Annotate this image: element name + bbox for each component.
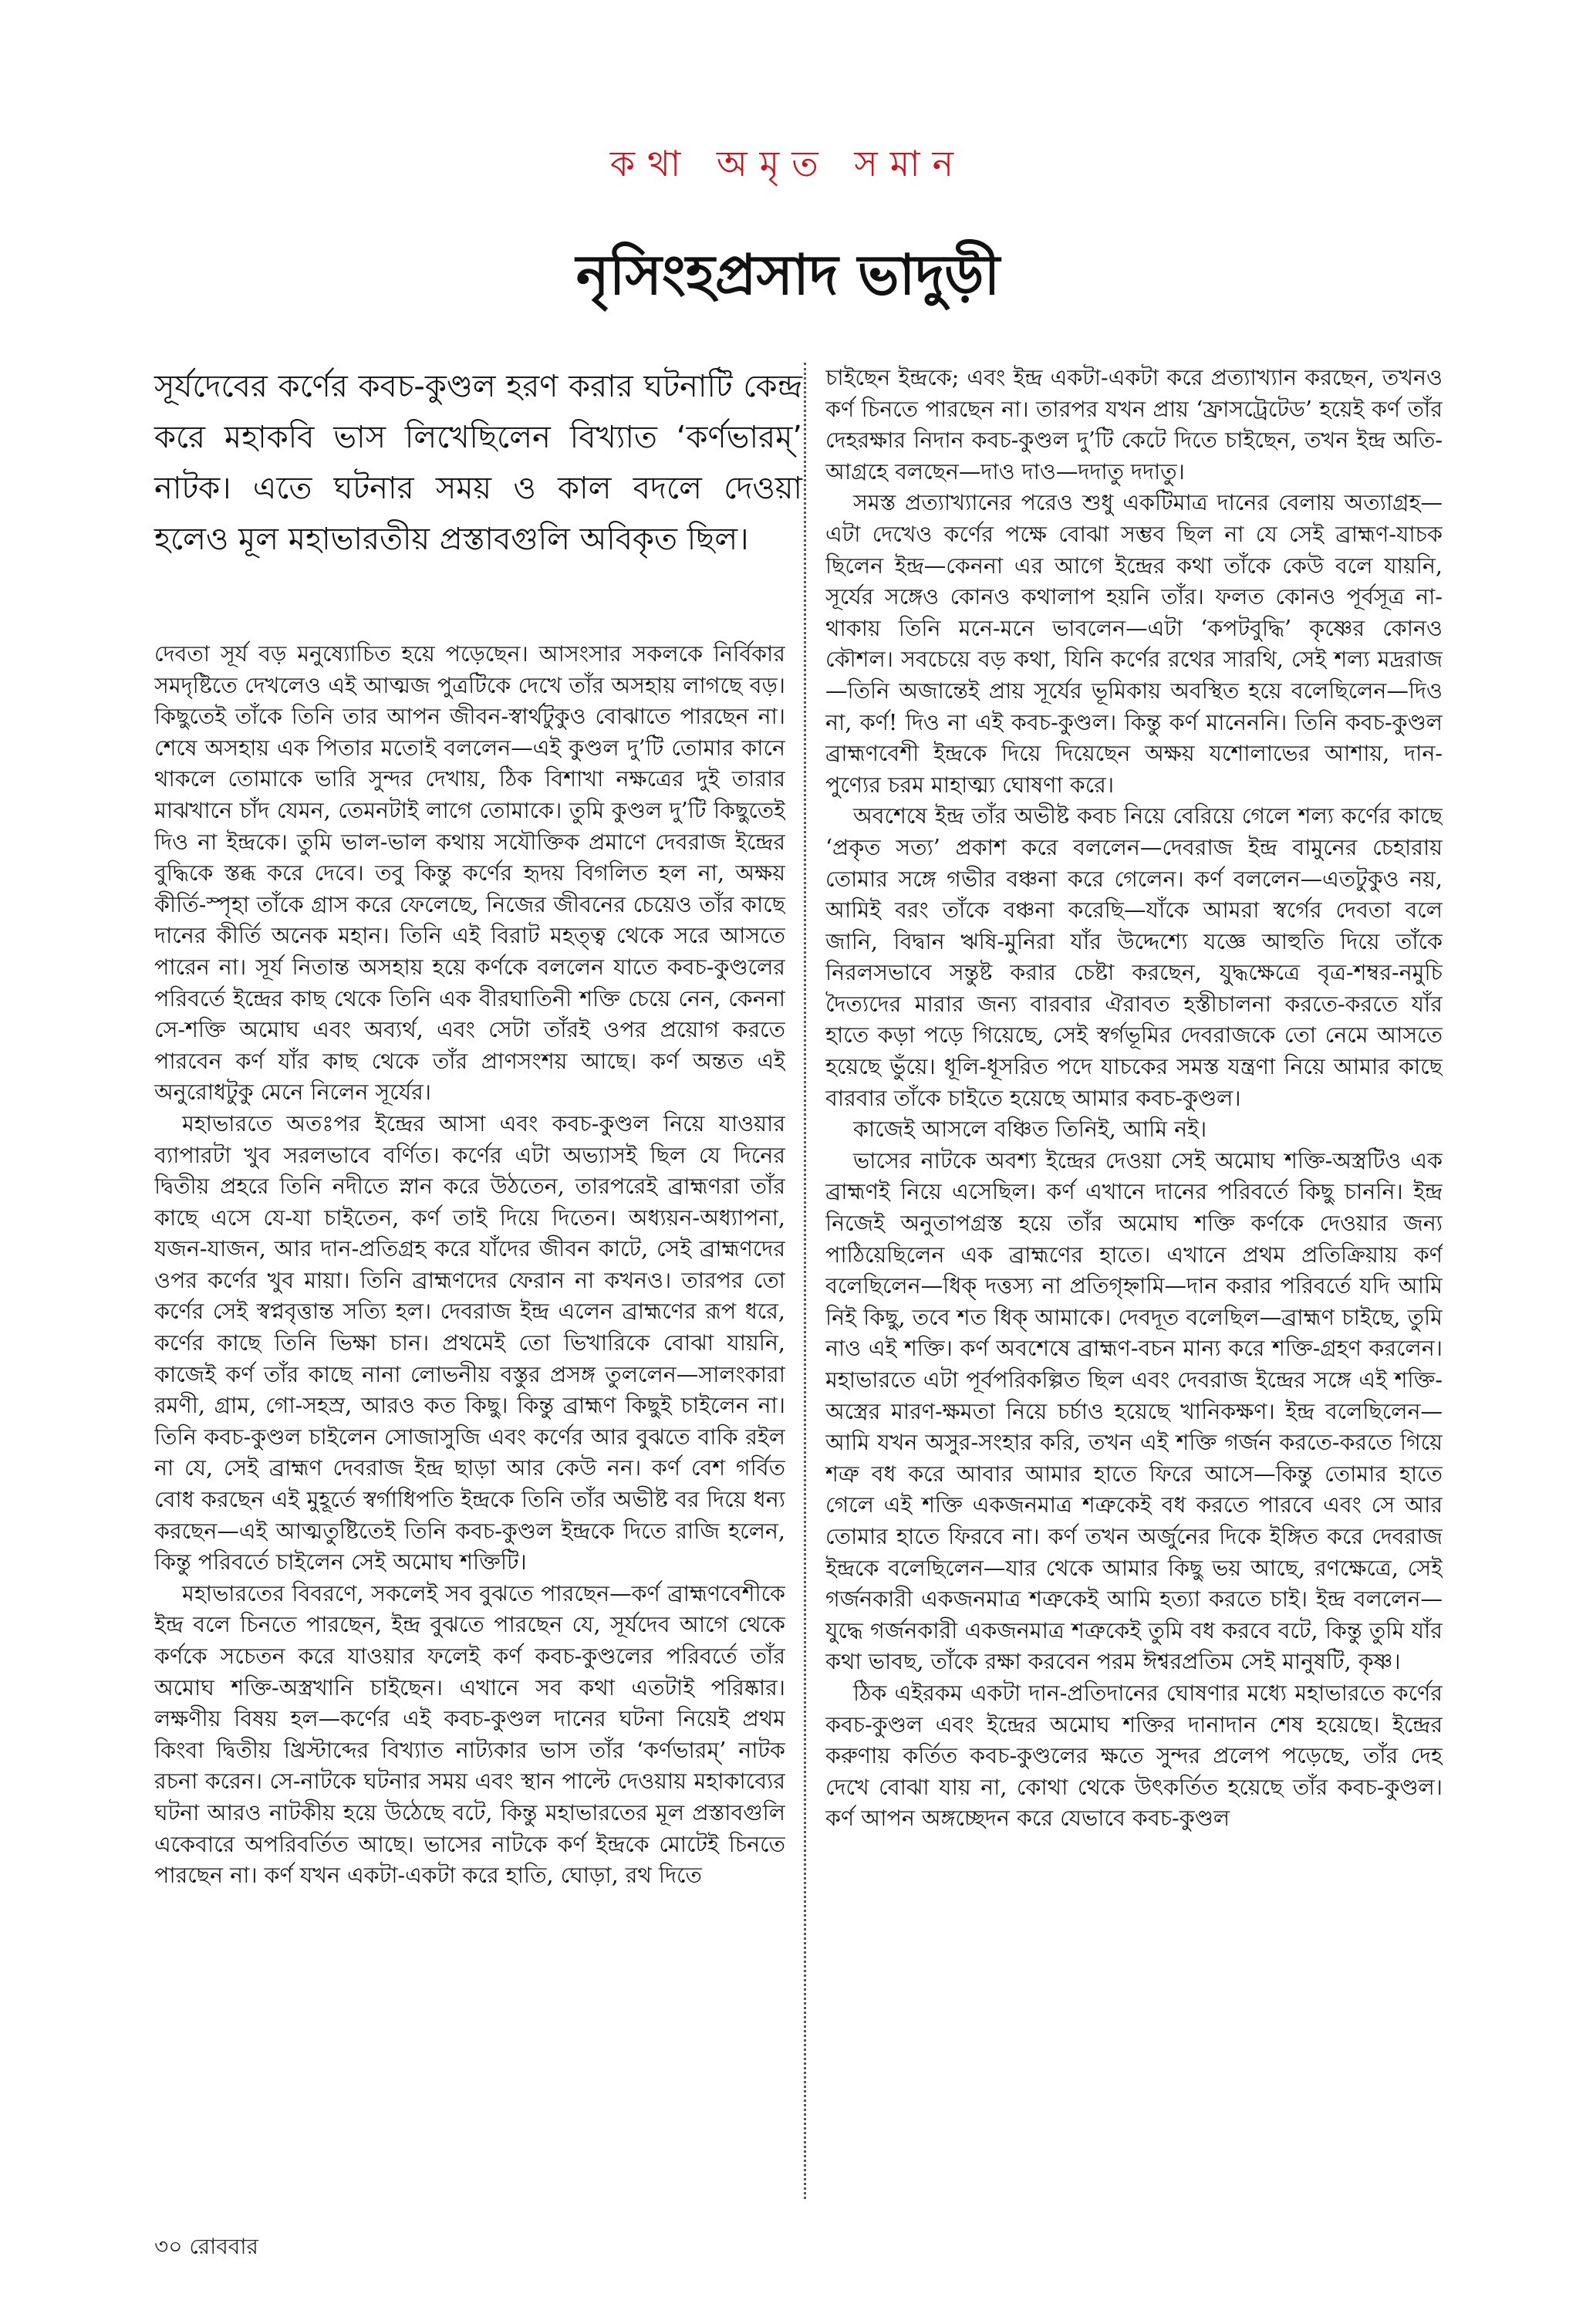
body-paragraph: সমস্ত প্রত্যাখ্যানের পরেও শুধু একটিমাত্র দানের বেলায় অত্যাগ্রহ—এটা দেখেও কর্ণের পক্ষে বোঝা সম্ভব ছিল না যে সেই ব্রাহ্মণ-যাচক ছিলেন ইন্দ্র—কেননা এর আগে ইন্দ্রের কথা তাঁকে কেউ বলে যায়নি, সূর্যের সঙ্গেও কোনও কথালাপ হয়নি তাঁর। ফলত কোনও পূর্বসূত্র না-থাকায় তিনি মনে-মনে ভাবলেন—এটা ‘কপটবুদ্ধি’ কৃষ্ণের কোনও কৌশল। সবচেয়ে বড় কথা, যিনি কর্ণের রথের সারথি, সেই শল্য মদ্ররাজ—তিনি অজান্তেই প্রায় সূর্যের ভূমিকায় অবস্থিত হয়ে বলেছিলেন—দিও না, কর্ণ! দিও না এই কবচ-কুণ্ডল। কিন্তু কর্ণ মানেননি। তিনি কবচ-কুণ্ডল ব্রাহ্মণবেশী ইন্দ্রকে দিয়ে দিয়েছেন অক্ষয় যশোলাভের আশায়, দান-পুণ্যের চরম মাহাত্ম্য ঘোষণা করে।: [825, 490, 1443, 798]
column-divider: [804, 363, 806, 2199]
body-paragraph: ঠিক এইরকম একটা দান-প্রতিদানের ঘোষণার মধ্যে মহাভারতে কর্ণের কবচ-কুণ্ডল এবং ইন্দ্রের অমোঘ শক্তির দানাদান শেষ হয়েছে। ইন্দ্রের করুণায় কর্তিত কবচ-কুণ্ডলের ক্ষতে সুন্দর প্রলেপ পড়েছে, তাঁর দেহ দেখে বোঝা যায় না, কোথা থেকে উৎকর্তিত হয়েছে তাঁর কবচ-কুণ্ডল। কর্ণ আপন অঙ্গচ্ছেদন করে যেভাবে কবচ-কুণ্ডল: [825, 1680, 1443, 1832]
left-column: [154, 639, 785, 2228]
body-paragraph: অবশেষে ইন্দ্র তাঁর অভীষ্ট কবচ নিয়ে বেরিয়ে গেলে শল্য কর্ণের কাছে ‘প্রকৃত সত্য’ প্রকাশ করে বললেন—দেবরাজ ইন্দ্র বামুনের চেহারায় তোমার সঙ্গে গভীর বঞ্চনা করে গেলেন। কর্ণ বললেন—এতটুকুও নয়, আমিই বরং তাঁকে বঞ্চনা করেছি—যাঁকে আমরা স্বর্গের দেবতা বলে জানি, বিদ্বান ঋষি-মুনিরা যাঁর উদ্দেশ্যে যজ্ঞে আহুতি দিয়ে তাঁকে নিরলসভাবে সন্তুষ্ট করার চেষ্টা করছেন, যুদ্ধক্ষেত্রে বৃত্র-শম্বর-নমুচি দৈত্যদের মারার জন্য বারবার ঐরাবত হস্তীচালনা করতে-করতে যাঁর হাতে কড়া পড়ে গিয়েছে, সেই স্বর্গভূমির দেবরাজকে তো নেমে আসতে হয়েছে ভুঁয়ে। ধূলি-ধূসরিত পদে যাচকের সমস্ত যন্ত্রণা নিয়ে আমার কাছে বারবার তাঁকে চাইতে হয়েছে আমার কবচ-কুণ্ডল।: [825, 803, 1443, 1111]
body-paragraph: কাজেই আসলে বঞ্চিত তিনিই, আমি নই।: [853, 1116, 1207, 1143]
lead-paragraph: সূর্যদেবের কর্ণের কবচ-কুণ্ডল হরণ করার ঘটনাটি কেন্দ্র করে মহাকবি ভাস লিখেছিলেন বিখ্যাত ‘কর্ণভারম্’ নাটক। এতে ঘটনার সময় ও কাল বদলে দেওয়া হলেও মূল মহাভারতীয় প্রস্তাবগুলি অবিকৃত ছিল।: [154, 369, 803, 557]
page-number: ৩০: [154, 2234, 183, 2259]
publication-name: রোববার: [189, 2234, 258, 2259]
series-title: কথা অমৃত সমান: [609, 143, 967, 184]
body-paragraph: ভাসের নাটকে অবশ্য ইন্দ্রের দেওয়া সেই অমোঘ শক্তি-অস্ত্রটিও এক ব্রাহ্মণই নিয়ে এসেছিল। কর্ণ এখানে দানের পরিবর্তে কিছু চাননি। ইন্দ্র নিজেই অনুতাপগ্রস্ত হয়ে তাঁর অমোঘ শক্তি কর্ণকে দেওয়ার জন্য পাঠিয়েছিলেন এক ব্রাহ্মণের হাতে। এখানে প্রথম প্রতিক্রিয়ায় কর্ণ বলেছিলেন—ধিক্ দত্তস্য না প্রতিগৃহ্নামি—দান করার পরিবর্তে যদি আমি নিই কিছু, তবে শত ধিক্ আমাকে। দেবদূত বলেছিল—ব্রাহ্মণ চাইছে, তুমি নাও এই শক্তি। কর্ণ অবশেষে ব্রাহ্মণ-বচন মান্য করে শক্তি-গ্রহণ করলেন। মহাভারতে এটা পূর্বপরিকল্পিত ছিল এবং দেবরাজ ইন্দ্রের সঙ্গে এই শক্তি-অস্ত্রের মারণ-ক্ষমতা নিয়ে চর্চাও হয়েছে খানিকক্ষণ। ইন্দ্র বলেছিলেন—আমি যখন অসুর-সংহার করি, তখন এই শক্তি গর্জন করতে-করতে গিয়ে শত্রু বধ করে আবার আমার হাতে ফিরে আসে—কিন্তু তোমার হাতে গেলে এই শক্তি একজনমাত্র শত্রুকেই বধ করতে পারবে এবং সে আর তোমার হাতে ফিরবে না। কর্ণ তখন অর্জুনের দিকে ইঙ্গিত করে দেবরাজ ইন্দ্রকে বলেছিলেন—যার থেকে আমার কিছু ভয় আছে, রণক্ষেত্রে, সেই গর্জনকারী একজনমাত্র শত্রুকেই আমি হত্যা করতে চাই। ইন্দ্র বললেন—যুদ্ধে গর্জনকারী একজনমাত্র শত্রুকেই তুমি বধ করবে বটে, কিন্তু তুমি যাঁর কথা ভাবছ, তাঁকে রক্ষা করবেন পরম ঈশ্বরপ্রতিম সেই মানুষটি, কৃষ্ণ।: [825, 1147, 1443, 1675]
page-footer: [154, 2230, 258, 2266]
author-name: নৃসিংহপ্রসাদ ভাদুড়ী: [575, 242, 1001, 307]
body-paragraph: চাইছেন ইন্দ্রকে; এবং ইন্দ্র একটা-একটা করে প্রত্যাখ্যান করছেন, তখনও কর্ণ চিনতে পারছেন না। তারপর যখন প্রায় ‘ফ্রাসট্রেটেড’ হয়েই কর্ণ তাঁর দেহরক্ষার নিদান কবচ-কুণ্ডল দু’টি কেটে দিতে চাইছেন, তখন ইন্দ্র অতি-আগ্রহে বলছেন—দাও দাও—দদাতু দদাতু।: [825, 365, 1443, 485]
body-paragraph: মহাভারতের বিবরণে, সকলেই সব বুঝতে পারছেন—কর্ণ ব্রাহ্মণবেশীকে ইন্দ্র বলে চিনতে পারছেন, ইন্দ্র বুঝতে পারছেন যে, সূর্যদেব আগে থেকে কর্ণকে সচেতন করে যাওয়ার ফলেই কর্ণ কবচ-কুণ্ডলের পরিবর্তে তাঁর অমোঘ শক্তি-অস্ত্রখানি চাইছেন। এখানে সব কথা এতটাই পরিষ্কার। লক্ষণীয় বিষয় হল—কর্ণের এই কবচ-কুণ্ডল দানের ঘটনা নিয়েই প্রথম কিংবা দ্বিতীয় খ্রিস্টাব্দের বিখ্যাত নাট্যকার ভাস তাঁর ‘কর্ণভারম্’ নাটক রচনা করেন। সে-নাটকে ঘটনার সময় এবং স্থান পাল্টে দেওয়ায় মহাকাব্যের ঘটনা আরও নাটকীয় হয়ে উঠেছে বটে, কিন্তু মহাভারতের মূল প্রস্তাবগুলি একেবারে অপরিবর্তিত আছে। ভাসের নাটকে কর্ণ ইন্দ্রকে মোটেই চিনতে পারছেন না। কর্ণ যখন একটা-একটা করে হাতি, ঘোড়া, রথ দিতে: [154, 1580, 785, 1889]
body-paragraph: দেবতা সূর্য বড় মনুষ্যোচিত হয়ে পড়েছেন। আসংসার সকলকে নির্বিকার সমদৃষ্টিতে দেখলেও এই আত্মজ পুত্রটিকে দেখে তাঁর অসহায় লাগছে বড়। কিছুতেই তাঁকে তিনি তার আপন জীবন-স্বার্থটুকুও বোঝাতে পারছেন না। শেষে অসহায় এক পিতার মতোই বললেন—এই কুণ্ডল দু’টি তোমার কানে থাকলে তোমাকে ভারি সুন্দর দেখায়, ঠিক বিশাখা নক্ষত্রের দুই তারার মাঝখানে চাঁদ যেমন, তেমনটাই লাগে তোমাকে। তুমি কুণ্ডল দু’টি কিছুতেই দিও না ইন্দ্রকে। তুমি ভাল-ভাল কথায় সযৌক্তিক প্রমাণে দেবরাজ ইন্দ্রের বুদ্ধিকে স্তব্ধ করে দেবে। তবু কিন্তু কর্ণের হৃদয় বিগলিত হল না, অক্ষয় কীর্তি-স্পৃহা তাঁকে গ্রাস করে ফেলেছে, নিজের জীবনের চেয়েও তাঁর কাছে দানের কীর্তি অনেক মহান। তিনি এই বিরাট মহত্ত্ব থেকে সরে আসতে পারেন না। সূর্য নিতান্ত অসহায় হয়ে কর্ণকে বললেন যাতে কবচ-কুণ্ডলের পরিবর্তে ইন্দ্রের কাছ থেকে তিনি এক বীরঘাতিনী শক্তি চেয়ে নেন, কেননা সে-শক্তি অমোঘ এবং অব্যর্থ, এবং সেটা তাঁরই ওপর প্রয়োগ করতে পারবেন কর্ণ যাঁর কাছ থেকে তাঁর প্রাণসংশয় আছে। কর্ণ অন্তত এই অনুরোধটুকু মেনে নিলেন সূর্যের।: [154, 641, 785, 1106]
body-paragraph: মহাভারতে অতঃপর ইন্দ্রের আসা এবং কবচ-কুণ্ডল নিয়ে যাওয়ার ব্যাপারটা খুব সরলভাবে বর্ণিত। কর্ণের এটা অভ্যাসই ছিল যে দিনের দ্বিতীয় প্রহরে তিনি নদীতে স্নান করে উঠতেন, তারপরেই ব্রাহ্মণরা তাঁর কাছে এসে যে-যা চাইতেন, কর্ণ তাই দিয়ে দিতেন। অধ্যয়ন-অধ্যাপনা, যজন-যাজন, আর দান-প্রতিগ্রহ করে যাঁদের জীবন কাটে, সেই ব্রাহ্মণদের ওপর কর্ণের খুব মায়া। তিনি ব্রাহ্মণদের ফেরান না কখনও। তারপর তো কর্ণের সেই স্বপ্নবৃত্তান্ত সত্যি হল। দেবরাজ ইন্দ্র এলেন ব্রাহ্মণের রূপ ধরে, কর্ণের কাছে তিনি ভিক্ষা চান। প্রথমেই তো ভিখারিকে বোঝা যায়নি, কাজেই কর্ণ তাঁর কাছে নানা লোভনীয় বস্তুর প্রসঙ্গ তুললেন—সালংকারা রমণী, গ্রাম, গো-সহস্র, আরও কত কিছু। কিন্তু ব্রাহ্মণ কিছুই চাইলেন না। তিনি কবচ-কুণ্ডল চাইলেন সোজাসুজি এবং কর্ণের আর বুঝতে বাকি রইল না যে, সেই ব্রাহ্মণ দেবরাজ ইন্দ্র ছাড়া আর কেউ নন। কর্ণ বেশ গর্বিত বোধ করছেন এই মুহূর্তে স্বর্গাধিপতি ইন্দ্রকে তিনি তাঁর অভীষ্ট বর দিয়ে ধন্য করছেন—এই আত্মতুষ্টিতেই তিনি কবচ-কুণ্ডল ইন্দ্রকে দিতে রাজি হলেন, কিন্তু পরিবর্তে চাইলেন সেই অমোঘ শক্তিটি।: [154, 1110, 785, 1576]
right-column: [825, 363, 1443, 2292]
